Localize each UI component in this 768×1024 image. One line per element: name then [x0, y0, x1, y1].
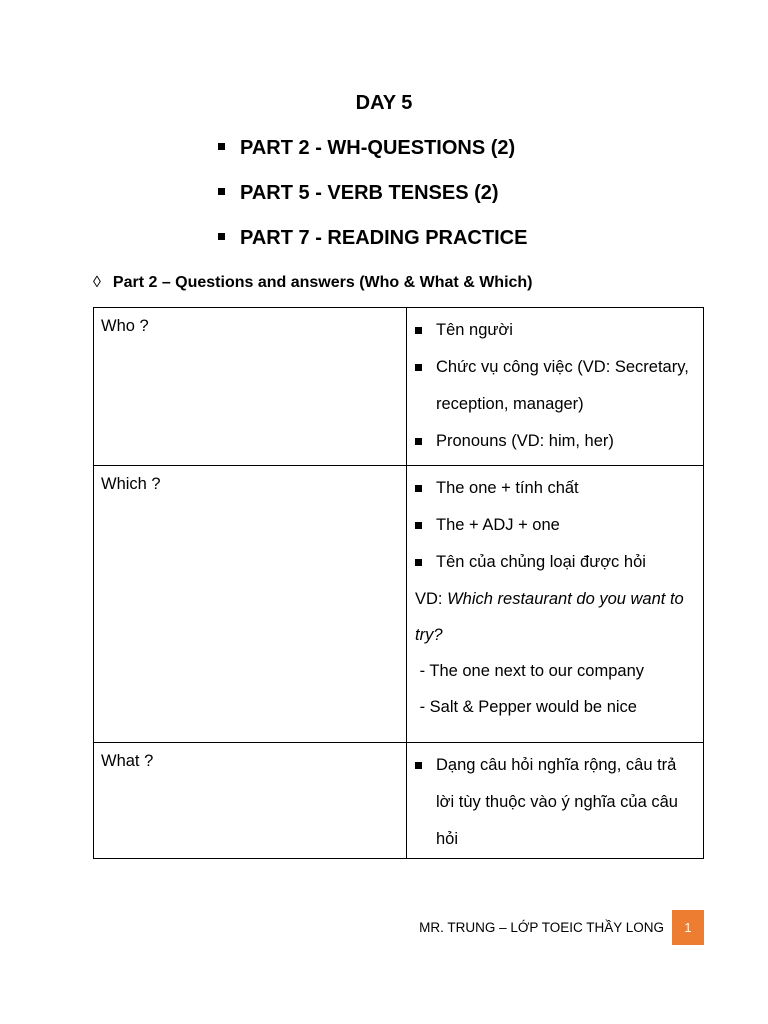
section-heading: ◊ Part 2 – Questions and answers (Who & What & Which) — [93, 274, 533, 291]
list-item: Dạng câu hỏi nghĩa rộng, câu trả lời tùy thuộc vào ý nghĩa của câu hỏi — [415, 747, 697, 858]
square-bullet-icon — [415, 485, 422, 492]
square-bullet-icon — [415, 522, 422, 529]
table-row — [94, 743, 704, 859]
list-item: Tên người — [415, 312, 697, 349]
agenda-list — [218, 134, 527, 269]
question-cell: What ? — [94, 743, 407, 859]
agenda-item: PART 2 - WH-QUESTIONS (2) — [218, 134, 527, 179]
list-item: Pronouns (VD: him, her) — [415, 423, 697, 460]
table-row — [94, 466, 704, 743]
table-row — [94, 308, 704, 466]
square-bullet-icon — [218, 188, 225, 195]
agenda-item: PART 7 - READING PRACTICE — [218, 224, 527, 269]
square-bullet-icon — [415, 559, 422, 566]
example-text: VD: Which restaurant do you want to try? — [415, 590, 684, 644]
square-bullet-icon — [415, 327, 422, 334]
list-item: The + ADJ + one — [415, 507, 697, 544]
question-cell: Who ? — [94, 308, 407, 466]
page-title: DAY 5 — [355, 92, 413, 114]
list-item: Tên của chủng loại được hỏi — [415, 544, 697, 581]
answer-cell — [407, 743, 704, 859]
square-bullet-icon — [218, 233, 225, 240]
square-bullet-icon — [415, 762, 422, 769]
square-bullet-icon — [218, 143, 225, 150]
agenda-item: PART 5 - VERB TENSES (2) — [218, 179, 527, 224]
list-item: Chức vụ công việc (VD: Secretary, reception, manager) — [415, 349, 697, 423]
diamond-icon: ◊ — [93, 274, 101, 291]
page-number: 1 — [672, 910, 704, 945]
question-cell: Which ? — [94, 466, 407, 743]
answer-cell — [407, 466, 704, 743]
answer-cell — [407, 308, 704, 466]
example-answer: - The one next to our company — [415, 662, 644, 680]
square-bullet-icon — [415, 364, 422, 371]
square-bullet-icon — [415, 438, 422, 445]
qa-table — [93, 307, 704, 859]
footer-text: MR. TRUNG – LỚP TOEIC THẦY LONG — [419, 920, 664, 935]
list-item: The one + tính chất — [415, 470, 697, 507]
example-answer: - Salt & Pepper would be nice — [415, 698, 637, 716]
